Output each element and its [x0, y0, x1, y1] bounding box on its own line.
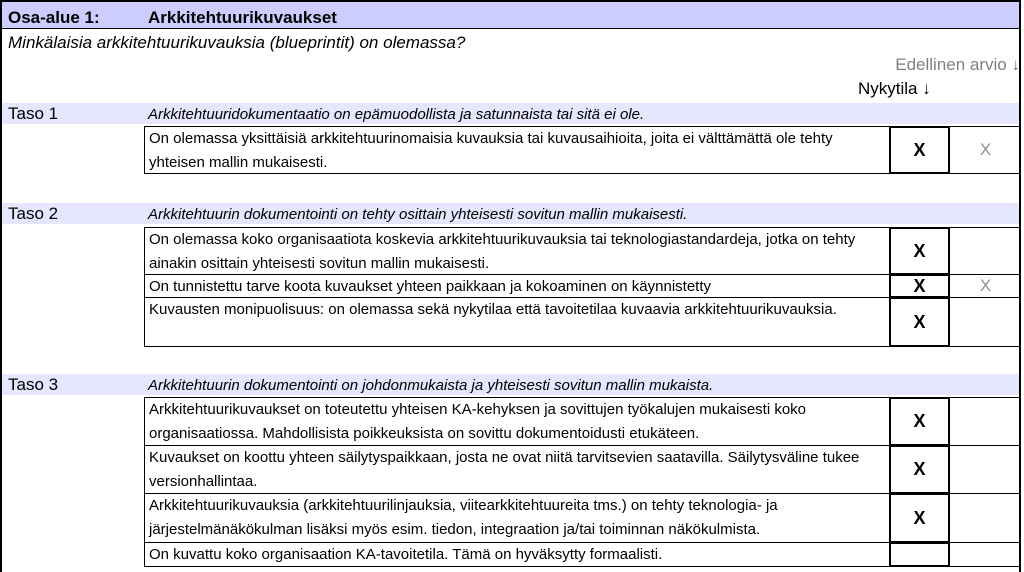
previous-eval-cell — [949, 297, 1021, 347]
previous-eval-cell — [949, 445, 1021, 494]
current-state-cell[interactable]: X — [889, 493, 950, 543]
criterion-cell: Arkkitehtuurikuvaukset on toteutettu yhteisen KA-kehyksen ja sovittujen työkalujen mukaisesti koko organisaatiossa. Mahdollisista poikkeuksista on sovittu dokumentoidusti etukäteen. — [144, 397, 890, 446]
criterion-cell: Arkkitehtuurikuvauksia (arkkitehtuurilinjauksia, viitearkkitehtuureita tms.) on tehty teknologia- ja järjestelmänäkökulman lisäksi myös esim. tiedon, integraation ja/tai toiminnan näkökulmista. — [144, 493, 890, 543]
current-state-cell[interactable]: X — [889, 445, 950, 494]
level-description: Arkkitehtuurin dokumentointi on tehty osittain yhteisesti sovitun mallin mukaisesti. — [148, 206, 688, 223]
level-description: Arkkitehtuurin dokumentointi on johdonmukaista ja yhteisesti sovitun mallin mukaista. — [148, 377, 714, 394]
criterion-cell: Kuvaukset on koottu yhteen säilytyspaikkaan, josta ne ovat niitä tarvitsevien saatavilla. Säilytysväline tukee versionhallintaa. — [144, 445, 890, 494]
level-name: Taso 1 — [8, 104, 59, 123]
previous-eval-cell — [949, 542, 1021, 567]
previous-eval-cell: X — [949, 126, 1021, 174]
criterion-cell: On kuvattu koko organisaation KA-tavoitetila. Tämä on hyväksytty formaalisti. — [144, 542, 890, 567]
section-label: Osa-alue 1: — [8, 8, 100, 27]
level-name: Taso 3 — [8, 375, 59, 394]
previous-eval-label: Edellinen arvio ↓ — [895, 55, 1020, 74]
criterion-cell: Kuvausten monipuolisuus: on olemassa sekä nykytilaa että tavoitetilaa kuvaavia arkkitehtuurikuvauksia. — [144, 297, 890, 347]
previous-eval-cell — [949, 227, 1021, 275]
current-state-cell[interactable]: X — [889, 297, 950, 347]
previous-eval-cell: X — [949, 274, 1021, 298]
section-question: Minkälaisia arkkitehtuurikuvauksia (blueprintit) on olemassa? — [8, 33, 466, 52]
level-name: Taso 2 — [8, 204, 59, 223]
current-state-cell[interactable]: X — [889, 227, 950, 275]
current-state-label: Nykytila ↓ — [858, 79, 931, 98]
previous-eval-cell — [949, 493, 1021, 543]
current-state-cell[interactable]: X — [889, 126, 950, 174]
criterion-cell: On olemassa koko organisaatiota koskevia arkkitehtuurikuvauksia tai teknologiastandardeja, jotka on tehty ainakin osittain yhteisesti sovitun mallin mukaisesti. — [144, 227, 890, 275]
criterion-cell: On tunnistettu tarve koota kuvaukset yhteen paikkaan ja kokoaminen on käynnistetty — [144, 274, 890, 298]
section-title: Arkkitehtuurikuvaukset — [148, 8, 337, 27]
current-state-cell[interactable]: X — [889, 274, 950, 298]
current-state-cell[interactable]: X — [889, 397, 950, 446]
level-description: Arkkitehtuuridokumentaatio on epämuodollista ja satunnaista tai sitä ei ole. — [148, 106, 645, 123]
current-state-cell[interactable] — [889, 542, 950, 567]
criterion-cell: On olemassa yksittäisiä arkkitehtuurinomaisia kuvauksia tai kuvausaihioita, joita ei välttämättä ole tehty yhteisen mallin mukaisesti. — [144, 126, 890, 174]
previous-eval-cell — [949, 397, 1021, 446]
